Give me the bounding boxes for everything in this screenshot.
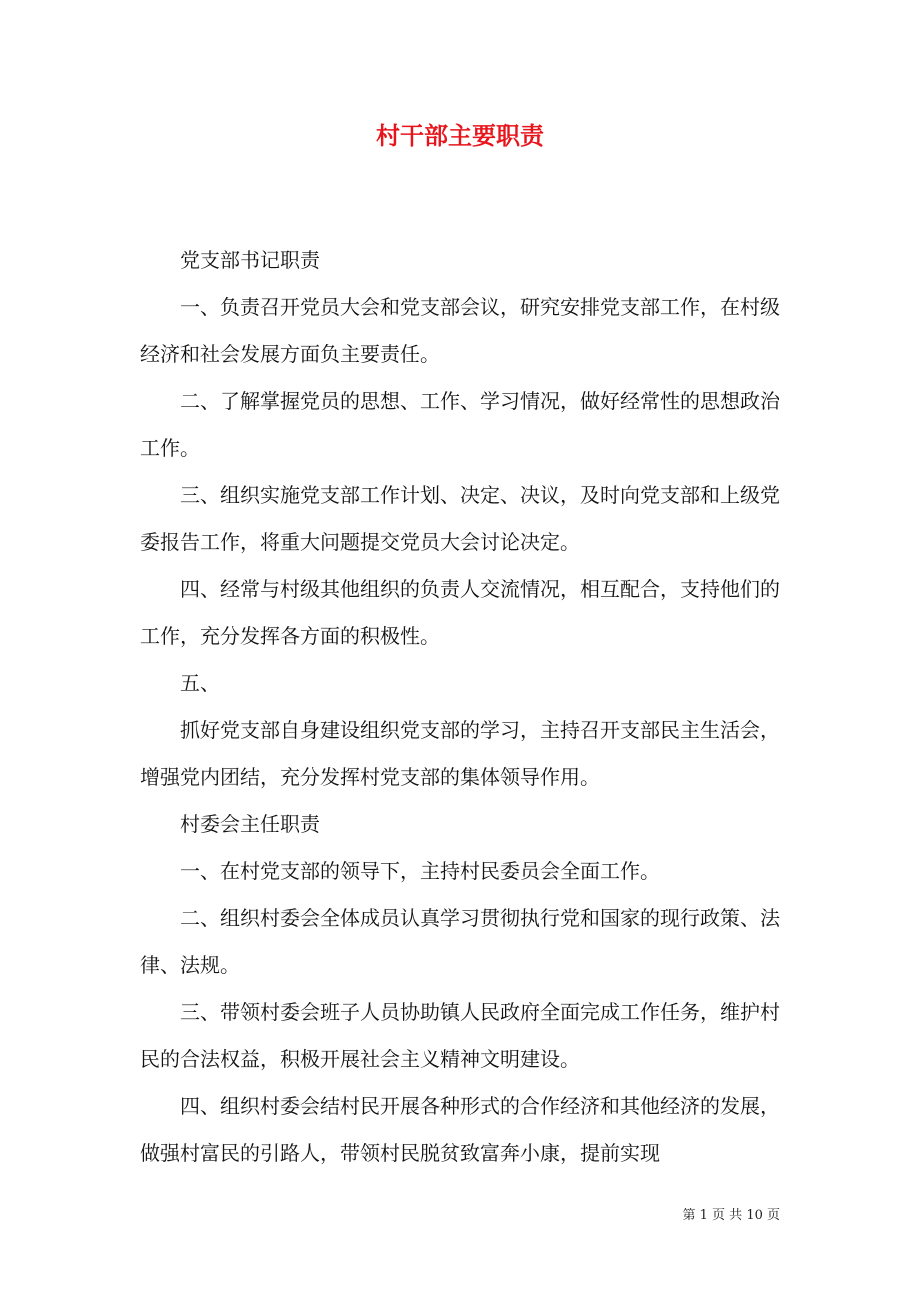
paragraph: 三、带领村委会班子人员协助镇人民政府全面完成工作任务，维护村民的合法权益，积极开展社会主义精神文明建设。 (140, 1000, 780, 1071)
page-number-footer: 第 1 页 共 10 页 (682, 1208, 780, 1223)
paragraph-section-heading-party-secretary: 党支部书记职责 (180, 248, 320, 272)
paragraph: 四、组织村委会结村民开展各种形式的合作经济和其他经济的发展，做强村富民的引路人，带领村民脱贫致富奔小康，提前实现 (140, 1094, 780, 1165)
paragraph: 五、 (180, 671, 220, 695)
paragraph: 二、了解掌握党员的思想、工作、学习情况，做好经常性的思想政治工作。 (140, 389, 780, 460)
paragraph: 三、组织实施党支部工作计划、决定、决议，及时向党支部和上级党委报告工作，将重大问题提交党员大会讨论决定。 (140, 483, 780, 554)
paragraph: 四、经常与村级其他组织的负责人交流情况，相互配合，支持他们的工作，充分发挥各方面的积极性。 (140, 577, 780, 648)
paragraph-section-heading-village-director: 村委会主任职责 (180, 812, 320, 836)
paragraph: 抓好党支部自身建设组织党支部的学习，主持召开支部民主生活会，增强党内团结，充分发挥村党支部的集体领导作用。 (140, 718, 780, 789)
document-body (140, 237, 780, 1177)
paragraph: 二、组织村委会全体成员认真学习贯彻执行党和国家的现行政策、法律、法规。 (140, 906, 780, 977)
document-title: 村干部主要职责 (376, 121, 544, 150)
paragraph: 一、在村党支部的领导下，主持村民委员会全面工作。 (180, 859, 660, 883)
paragraph: 一、负责召开党员大会和党支部会议，研究安排党支部工作，在村级经济和社会发展方面负主要责任。 (140, 295, 780, 366)
